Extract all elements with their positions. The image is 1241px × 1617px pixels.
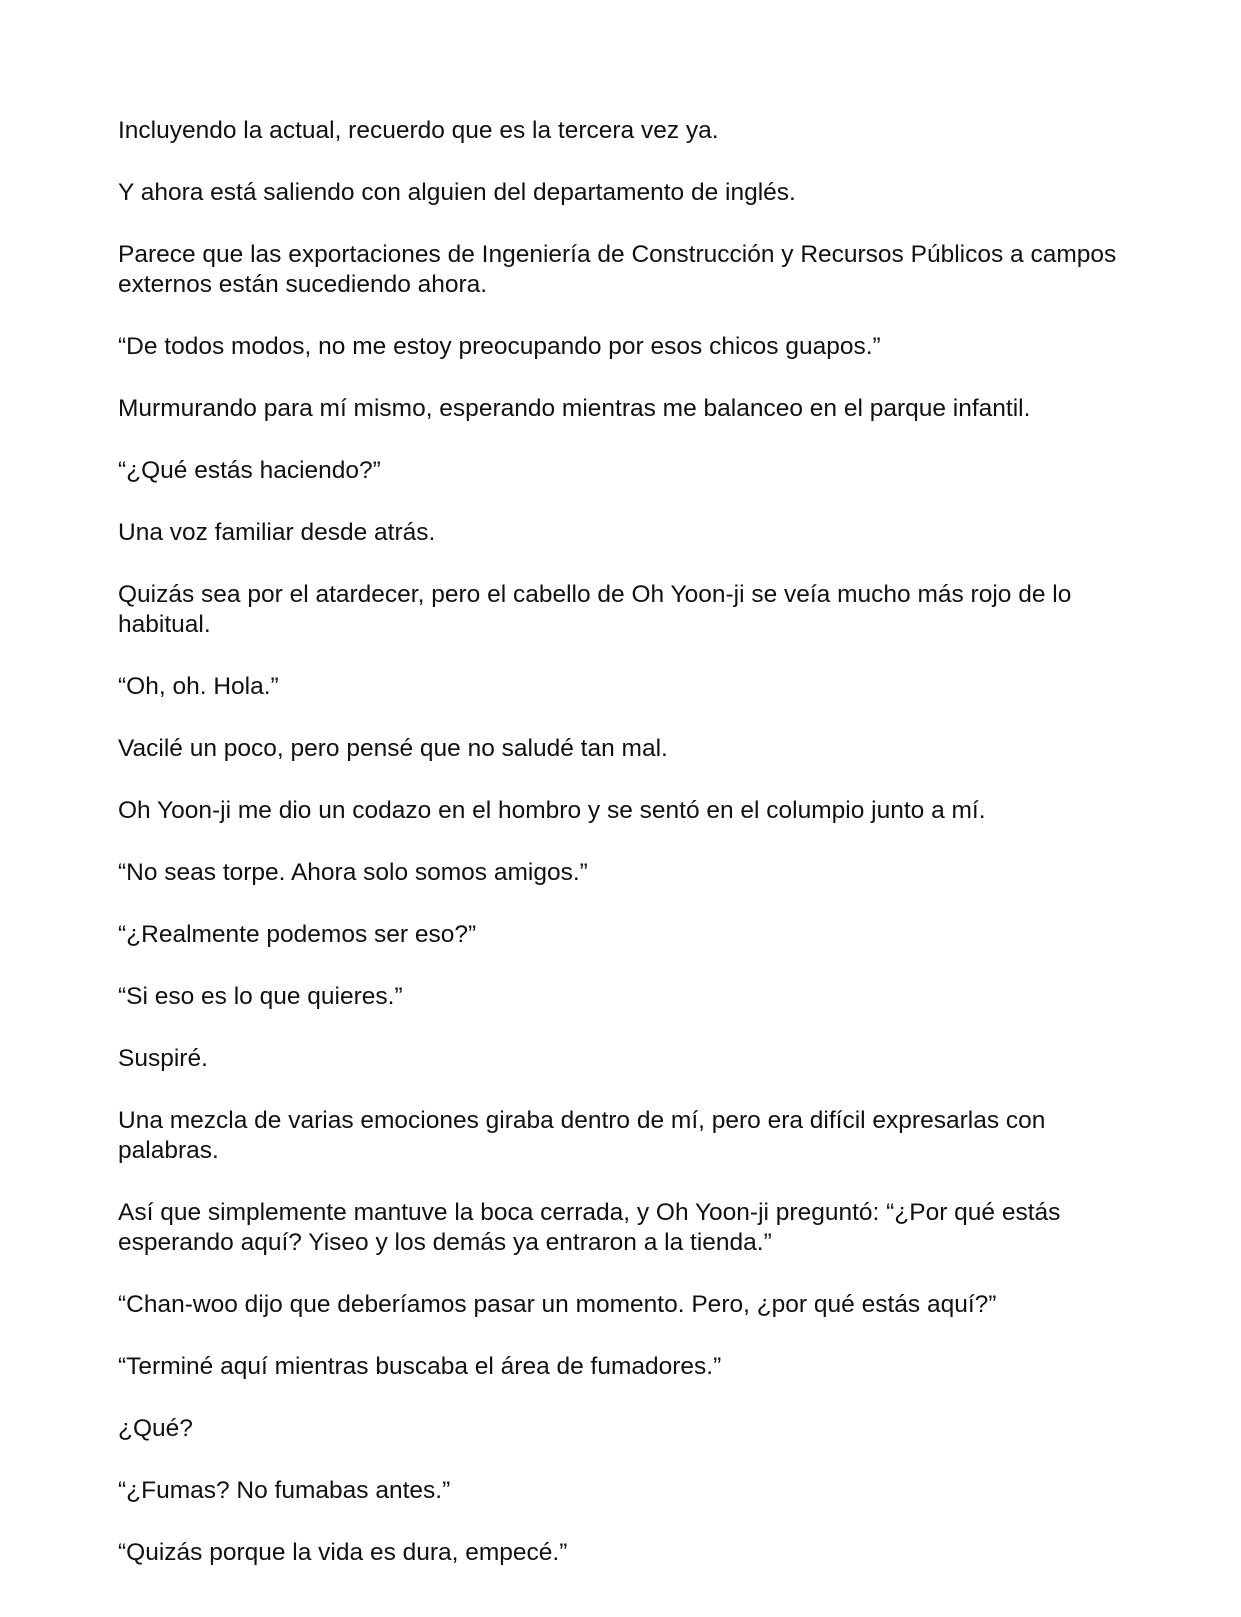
paragraph: ¿Qué? bbox=[118, 1415, 193, 1442]
paragraph: “¿Qué estás haciendo?” bbox=[118, 457, 381, 484]
paragraph: “Oh, oh. Hola.” bbox=[118, 673, 279, 700]
paragraph: Así que simplemente mantuve la boca cerrada, y Oh Yoon-ji preguntó: “¿Por qué estás esperando aquí? Yiseo y los demás ya entraron a la tienda.” bbox=[118, 1199, 1061, 1256]
paragraph: “Quizás porque la vida es dura, empecé.” bbox=[118, 1539, 568, 1566]
paragraph: Quizás sea por el atardecer, pero el cabello de Oh Yoon-ji se veía mucho más rojo de lo habitual. bbox=[118, 581, 1072, 638]
paragraph: “De todos modos, no me estoy preocupando por esos chicos guapos.” bbox=[118, 333, 881, 360]
paragraph: Parece que las exportaciones de Ingeniería de Construcción y Recursos Públicos a campos externos están sucediendo ahora. bbox=[118, 241, 1117, 298]
paragraph: Incluyendo la actual, recuerdo que es la tercera vez ya. bbox=[118, 117, 719, 144]
paragraph: Una mezcla de varias emociones giraba dentro de mí, pero era difícil expresarlas con palabras. bbox=[118, 1107, 1046, 1164]
paragraph: Una voz familiar desde atrás. bbox=[118, 519, 436, 546]
paragraph: Murmurando para mí mismo, esperando mientras me balanceo en el parque infantil. bbox=[118, 395, 1031, 422]
paragraph: Vacilé un poco, pero pensé que no saludé tan mal. bbox=[118, 735, 668, 762]
paragraph: “Si eso es lo que quieres.” bbox=[118, 983, 403, 1010]
paragraph: Y ahora está saliendo con alguien del departamento de inglés. bbox=[118, 179, 796, 206]
paragraph: Suspiré. bbox=[118, 1045, 208, 1072]
paragraph: “Terminé aquí mientras buscaba el área de fumadores.” bbox=[118, 1353, 722, 1380]
paragraph: Oh Yoon-ji me dio un codazo en el hombro y se sentó en el columpio junto a mí. bbox=[118, 797, 986, 824]
paragraph: “No seas torpe. Ahora solo somos amigos.” bbox=[118, 859, 588, 886]
paragraph: “¿Fumas? No fumabas antes.” bbox=[118, 1477, 451, 1504]
paragraph: “Chan-woo dijo que deberíamos pasar un momento. Pero, ¿por qué estás aquí?” bbox=[118, 1291, 997, 1318]
body-text bbox=[118, 116, 1128, 1600]
paragraph: “¿Realmente podemos ser eso?” bbox=[118, 921, 477, 948]
